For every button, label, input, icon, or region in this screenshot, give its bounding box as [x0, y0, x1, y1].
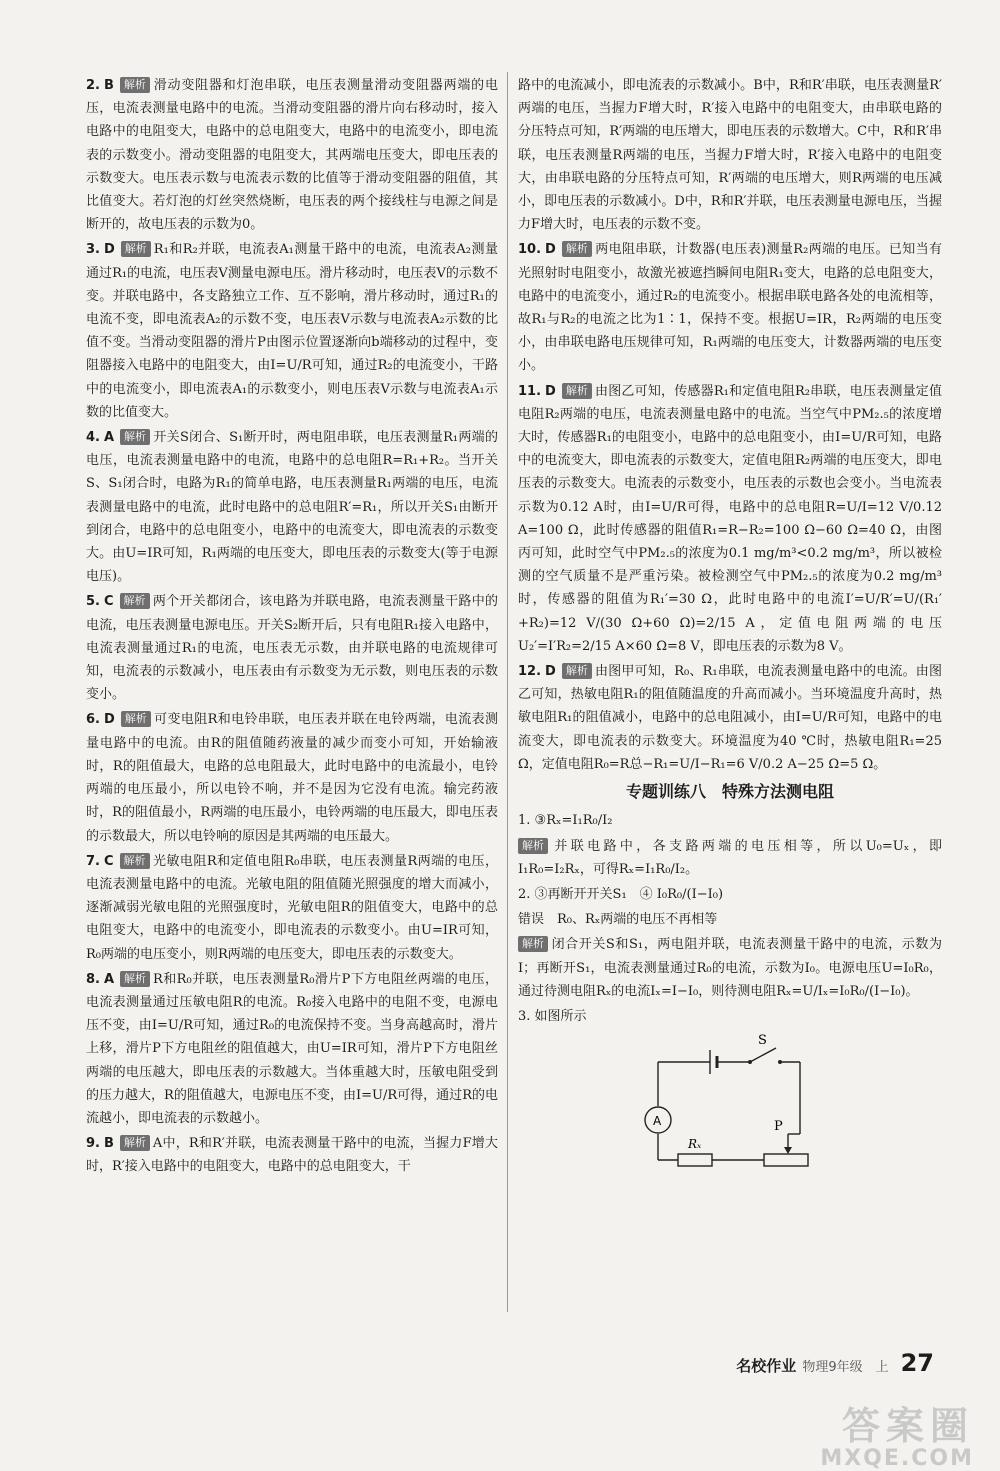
item-answer: B	[103, 78, 114, 93]
circuit-diagram	[518, 1032, 942, 1202]
answer-item	[86, 590, 498, 706]
item-answer: D	[103, 242, 115, 258]
answer-item	[86, 1132, 498, 1178]
circuit-svg	[518, 1032, 942, 1202]
page-footer	[736, 1349, 934, 1377]
item-number: 3.	[86, 242, 100, 258]
switch-blade	[750, 1048, 776, 1062]
watermark-line2: MXQE.COM	[820, 1446, 974, 1471]
item-text: 路中的电流减小，即电流表的示数减小。B中，R和R′串联，电压表测量R′两端的电压，当握力F增大时，R′接入电路中的电阻变大，由串联电路的分压特点可知，R′两端的电压增大，即电压表的示数增大。C中，R和R′串联，电压表测量R两端的电压，当握力F增大时，R′接入电路中的电阻变大，由串联电路的分压特点可知，R′两端的电压增大，则R两端的电压减小，即电压表的示数减小。D中，R和R′并联，电压表测量电源电压，当握力F增大时，电压表的示数不变。	[518, 78, 942, 233]
item-answer: D	[545, 664, 556, 680]
item-text: 闭合开关S和S₁，两电阻并联，电流表测量干路中的电流，示数为I；再断开S₁，电流表测量通过R₀的电流，示数为I₀。电源电压U=I₀R₀，通过待测电阻Rₓ的电流Iₓ=I−I₀，则待测电阻Rₓ=U/Iₓ=I₀R₀/(I−I₀)。	[518, 937, 942, 999]
special-item	[518, 1005, 942, 1028]
analysis-tag: 解析	[562, 383, 592, 399]
item-answer: A	[103, 430, 115, 446]
answer-item	[518, 238, 942, 377]
item-answer: C	[103, 853, 114, 869]
analysis-tag: 解析	[120, 1135, 150, 1151]
slider-label: P	[774, 1119, 783, 1135]
watermark-line1: 答案圈	[841, 1404, 974, 1448]
ammeter-label: A	[653, 1114, 662, 1129]
analysis-tag: 解析	[120, 593, 150, 609]
item-number: 7.	[86, 853, 100, 869]
special-item	[518, 835, 942, 881]
analysis-tag: 解析	[121, 711, 151, 727]
item-text: 可变电阻R和电铃串联，电压表并联在电铃两端，电流表测量电路中的电流。由R的阻值随药液量的减少而变小可知，开始输液时，R的阻值最大，电路的总电阻最大，此时电路中的电流最小，电铃两端的电压最小，所以电铃不响，并不是因为它没有电流。输完药液时，R的阻值最小，R两端的电压最小，电铃两端的电压最大，即电压表的示数最大，所以电铃响的原因是其两端的电压最大。	[86, 712, 498, 844]
item-text: R和R₀并联，电压表测量R₀滑片P下方电阻丝两端的电压，电流表测量通过压敏电阻R的电流。R₀接入电路中的电阻不变，电源电压不变，由I=U/R可知，通过R₀的电流保持不变。当身高越高时，滑片上移，滑片P下方电阻丝的阻值越大，由U=IR可知，滑片P下方电阻丝两端的电压越大，即电压表的示数越大。当体重越大时，压敏电阻受到的压力越大，R的阻值越大，电源电压不变，由I=U/R可得，通过R的电流越小，即电流表的示数越小。	[86, 971, 498, 1126]
footer-brand: 名校作业	[736, 1357, 797, 1375]
right-column	[518, 74, 942, 1202]
slider-arrowhead-icon	[784, 1147, 792, 1154]
item-text: 2. ③再断开开关S₁ ④ I₀R₀/(I−I₀)	[518, 886, 724, 902]
analysis-tag: 解析	[562, 663, 592, 679]
page-number: 27	[900, 1349, 934, 1377]
item-text: 1. ③Rₓ=I₁R₀/I₂	[518, 813, 613, 829]
answer-item	[86, 238, 498, 424]
item-number: 4.	[86, 430, 100, 446]
item-text: 两个开关都闭合，该电路为并联电路，电流表测量干路中的电流，电压表测量电源电压。开关S₂断开后，只有电阻R₁接入电路中，电流表测量通过R₁的电流，电压表无示数，由并联电路的电流规律可知，电流表的示数减小，电压表由有示数变为无示数，则电压表的示数变小。	[86, 594, 498, 703]
answer-item	[518, 380, 942, 658]
item-text: 两电阻串联，计数器(电压表)测量R₂两端的电压。已知当有光照射时电阻变小，故激光被遮挡瞬间电阻R₁变大，电路的总电阻变大，电路中的电流变小，通过R₂的电流变小。根据串联电路各处的电流相等，故R₁与R₂的电流之比为1∶1，保持不变。根据U=IR，R₂两端的电压变小，由串联电路电压规律可知，R₁两端的电压变大，计数器两端的电压变小。	[518, 242, 942, 374]
answer-item	[86, 426, 498, 588]
switch-contact-icon	[778, 1060, 782, 1064]
analysis-tag: 解析	[562, 241, 592, 257]
special-item	[518, 809, 942, 832]
analysis-tag: 解析	[518, 936, 548, 952]
analysis-tag: 解析	[121, 241, 151, 257]
item-text: 错误 R₀、Rₓ两端的电压不再相等	[518, 912, 718, 928]
answer-item	[86, 708, 498, 847]
special-item	[518, 883, 942, 906]
item-text: A中，R和R′并联，电流表测量干路中的电流，当握力F增大时，R′接入电路中的电阻变大，电路中的总电阻变大，干	[86, 1136, 498, 1175]
resistor-label: Rₓ	[688, 1137, 702, 1152]
item-text: 光敏电阻R和定值电阻R₀串联，电压表测量R两端的电压，电流表测量电路中的电流。光敏电阻的阻值随光照强度的增大而减小，逐渐减弱光敏电阻的光照强度时，光敏电阻R的阻值变大，电路中的总电阻变大，电路中的电流变小，即电流表的示数变小。由U=IR可知，R₀两端的电压变小，则R两端的电压变大，即电压表的示数变大。	[86, 853, 498, 962]
item-answer: C	[103, 594, 114, 610]
item-number: 9.	[86, 1136, 100, 1152]
item-text: 由图甲可知，R₀、R₁串联，电流表测量电路中的电流。由图乙可知，热敏电阻R₁的阻值随温度的升高而减小。当环境温度升高时，热敏电阻R₁的阻值减小，电路中的总电阻减小，由I=U/R可知，电路中的电流变大，即电流表的示数变大。环境温度为40 ℃时，热敏电阻R₁=25 Ω，定值电阻R₀=R总−R₁=U/I−R₁=6 V/0.2 A−25 Ω=5 Ω。	[518, 664, 942, 772]
item-number: 6.	[86, 712, 100, 728]
special-item	[518, 933, 942, 1003]
item-answer: A	[103, 971, 115, 987]
section-title: 专题训练八 特殊方法测电阻	[625, 782, 834, 802]
answer-item	[86, 74, 498, 236]
item-number: 5.	[86, 594, 100, 610]
analysis-tag: 解析	[120, 429, 150, 445]
item-number: 11.	[518, 383, 542, 399]
answer-item	[86, 850, 498, 966]
rheostat-icon	[764, 1154, 808, 1166]
resistor-icon	[678, 1154, 712, 1166]
analysis-tag: 解析	[120, 77, 150, 93]
item-text: 开关S闭合、S₁断开时，两电阻串联，电压表测量R₁两端的电压，电流表测量电路中的电流，电路中的总电阻R=R₁+R₂。当开关S、S₁闭合时，电路为R₁的简单电路，电压表测量R₁两端的电压，电流表测量电路中的电流，此时电路中的总电阻R′=R₁，所以开关S₁由断开到闭合，电路中的总电阻变小，电路中的电流变大，即电流表的示数变大。由U=IR可知，R₁两端的电压变大，即电压表的示数变大(等于电源电压)。	[86, 430, 498, 585]
item-number: 12.	[518, 664, 542, 680]
analysis-tag: 解析	[120, 853, 150, 869]
footer-subject: 物理9年级 上	[802, 1360, 889, 1375]
answer-item-continued	[518, 74, 942, 236]
item-answer: D	[545, 383, 556, 399]
item-text: R₁和R₂并联，电流表A₁测量干路中的电流，电流表A₂测量通过R₁的电流，电压表V测量电源电压。滑片移动时，电压表V的示数不变。并联电路中，各支路独立工作、互不影响，滑片移动时，通过R₁的电流不变，即电流表A₂的示数不变，电压表V示数与电流表A₂示数的比值不变。当滑动变阻器的滑片P由图示位置逐渐向b端移动的过程中，变阻器接入电路中的电阻变大，由I=U/R可知，通过R₂的电流变小，干路中的电流变小，即电流表A₁的示数变小，则电压表V示数与电流表A₁示数的比值变大。	[86, 242, 498, 420]
switch-label: S	[758, 1033, 767, 1049]
left-column	[86, 74, 498, 1181]
item-answer: D	[103, 712, 115, 728]
item-text: 并联电路中，各支路两端的电压相等，所以U₀=Uₓ，即I₁R₀=I₂Rₓ，可得Rₓ=I₁R₀/I₂。	[518, 838, 942, 877]
watermark	[820, 1395, 974, 1471]
item-number: 10.	[518, 242, 542, 258]
item-number: 2.	[86, 78, 100, 93]
item-number: 8.	[86, 971, 100, 987]
item-answer: D	[545, 242, 556, 258]
special-item	[518, 908, 942, 931]
column-divider	[507, 72, 508, 1312]
item-text: 由图乙可知，传感器R₁和定值电阻R₂串联，电压表测量定值电阻R₂两端的电压，电流表测量电路中的电流。当空气中PM₂.₅的浓度增大时，传感器R₁的电阻变小，电路中的总电阻变小，由I=U/R可知，电路中的电流变大，即电流表的示数变大，定值电阻R₂两端的电压变大，即电压表的示数变大。电流表的示数变小，电压表的示数也会变小。当电流表示数为0.12 A时，由I=U/R可得，电路中的总电阻R=U/I=12 V/0.12 A=100 Ω，此时传感器的阻值R₁=R−R₂=100 Ω−60 Ω=40 Ω，由图丙可知，此时空气中PM₂.₅的浓度为0.1 mg/m³<0.2 mg/m³，所以被检测的空气质量不是严重污染。被检测空气中PM₂.₅的浓度为0.2 mg/m³时，传感器的阻值为R₁′=30 Ω，此时电路中的电流I′=U/R′=U/(R₁′+R₂)=12 V/(30 Ω+60 Ω)=2/15 A，定值电阻两端的电压U₂′=I′R₂=2/15 A×60 Ω=8 V，即电压表的示数为8 V。	[518, 383, 942, 654]
switch-pivot-icon	[748, 1060, 752, 1064]
analysis-tag: 解析	[120, 971, 150, 987]
item-text: 3. 如图所示	[518, 1008, 587, 1024]
item-text: 滑动变阻器和灯泡串联，电压表测量滑动变阻器两端的电压，电流表测量电路中的电流。当滑动变阻器的滑片向右移动时，接入电路中的电阻变大，电路中的总电阻变大，电路中的电流变小，即电流表的示数变小。滑动变阻器的电阻变大，其两端电压变大，即电压表的示数变大。电压表示数与电流表示数的比值等于滑动变阻器的阻值，其比值变大。若灯泡的灯丝突然烧断，电压表的两个接线柱与电源之间是断开的，故电压表的示数为0。	[86, 78, 498, 233]
item-answer: B	[103, 1136, 114, 1152]
answer-item	[86, 968, 498, 1130]
analysis-tag: 解析	[518, 838, 548, 854]
answer-item	[518, 660, 942, 776]
